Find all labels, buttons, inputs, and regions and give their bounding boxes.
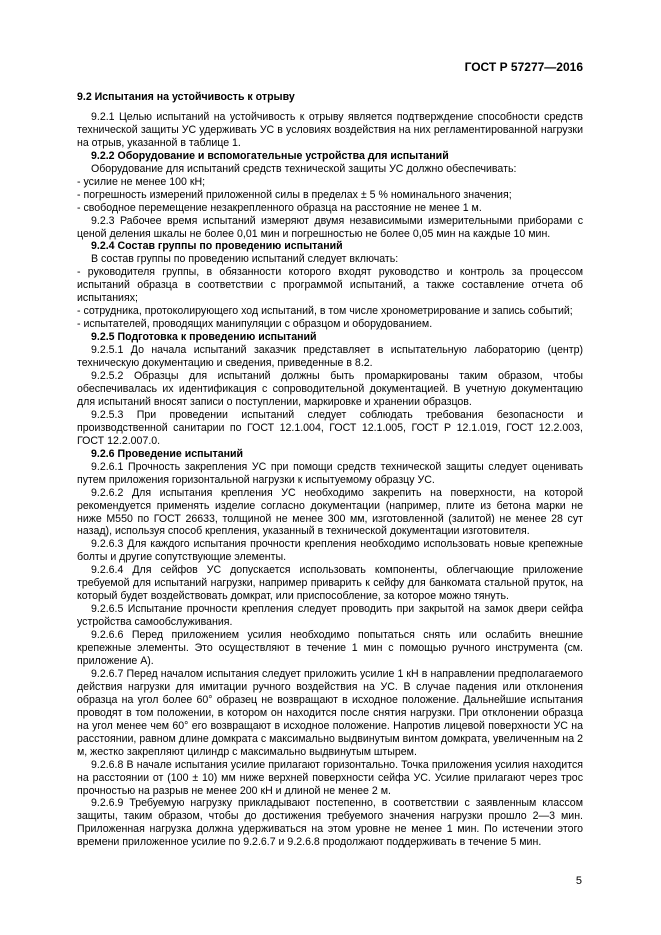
paragraph: Оборудование для испытаний средств технической защиты УС должно обеспечивать: — [91, 162, 517, 175]
subsection-heading: 9.2.4 Состав группы по проведению испытаний — [91, 240, 343, 253]
paragraph: 9.2.1 Целью испытаний на устойчивость к отрыву является подтверждение способности средств технической защиты УС удерживать УС в условиях воздействия на них регламентированной нагрузки на отрыв, указанной в таблице 1. — [77, 110, 583, 149]
paragraph: 9.2.6.6 Перед приложением усилия необходимо попытаться снять или ослабить внешние крепежные элементы. Это осуществляют в течение 1 мин с помощью ручного инструмента (см. приложение А). — [77, 629, 583, 667]
section-heading: 9.2 Испытания на устойчивость к отрыву — [77, 91, 295, 103]
subsection-heading: 9.2.5 Подготовка к проведению испытаний — [91, 331, 317, 344]
paragraph: 9.2.6.4 Для сейфов УС допускается использовать компоненты, облегчающие приложение требуемой для испытаний нагрузки, например приварить к сейфу для банкомата стальной пруток, на который будет воздействовать домкрат, или приспособление, за которое можно тянуть. — [77, 564, 583, 603]
paragraph: 9.2.3 Рабочее время испытаний измеряют двумя независимыми измерительными приборами с ценой деления шкалы не более 0,01 мин и погрешностью не более 0,05 мин на каждые 10 мин. — [77, 214, 583, 240]
paragraph: 9.2.6.7 Перед началом испытания следует приложить усилие 1 кН в направлении предполагаемого действия нагрузки для имитации ручного воздействия на УС. В случае падения или отклонения образца на угол более 60° образец не возвращают в исходное положение. Дальнейшие испытания проводят в том положении, в котором он находится после снятия нагрузки. При отклонении образца на угол менее чем 60° его возвращают в исходное положение. Напротив лицевой поверхности УС на расстоянии, равном длине домкрата с максимально выдвинутым винтом домкрата, увеличенным на 2 м, жестко закрепляют цилиндр с максимально выдвинутым штырем. — [77, 667, 583, 758]
paragraph: 9.2.5.2 Образцы для испытаний должны быть промаркированы таким образом, чтобы обеспечивалась их идентификация с сопроводительной документацией. В учетную документацию для испытаний вносят записи о поступлении, маркировке и хранении образцов. — [77, 370, 583, 408]
list-item: - погрешность измерений приложенной силы в пределах ± 5 % номинального значения; — [77, 188, 512, 201]
document-body — [77, 91, 583, 849]
paragraph: В состав группы по проведению испытаний следует включать: — [91, 253, 399, 266]
paragraph: 9.2.6.3 Для каждого испытания прочности крепления необходимо использовать новые крепежные болты и другие сопутствующие элементы. — [77, 538, 583, 564]
standard-header: ГОСТ Р 57277—2016 — [464, 60, 583, 74]
subsection-heading: 9.2.2 Оборудование и вспомогательные устройства для испытаний — [91, 149, 449, 162]
list-item: - сотрудника, протоколирующего ход испытаний, в том числе хронометрирование и запись событий; — [77, 305, 573, 318]
paragraph: 9.2.6.8 В начале испытания усилие прилагают горизонтально. Точка приложения усилия находится на расстоянии от (100 ± 10) мм ниже верхней поверхности сейфа УС. Усилие прилагают через трос прочностью на разрыв не менее 200 кН и длиной не менее 2 м. — [77, 758, 583, 797]
list-item: - свободное перемещение незакрепленного образца на расстояние не менее 1 м. — [77, 201, 482, 214]
paragraph: 9.2.6.9 Требуемую нагрузку прикладывают постепенно, в соответствии с заявленным классом защиты, таким образом, чтобы до достижения требуемого значения нагрузки прошло 2—3 мин. Приложенная нагрузка должна удерживаться на этом уровне не менее 1 мин. По истечении этого времени приложенное усилие по 9.2.6.7 и 9.2.6.8 продолжают поддерживать в течение 5 мин. — [77, 797, 583, 849]
subsection-heading: 9.2.6 Проведение испытаний — [91, 447, 244, 460]
paragraph: 9.2.5.1 До начала испытаний заказчик представляет в испытательную лабораторию (центр) техническую документацию и сведения, приведенные в 8.2. — [77, 344, 583, 370]
paragraph: 9.2.6.1 Прочность закрепления УС при помощи средств технической защиты следует оценивать путем приложения горизонтальной нагрузки к испытуемому образцу УС. — [77, 460, 583, 486]
list-item: - руководителя группы, в обязанности которого входят руководство и контроль за процессом испытаний образца в соответствии с программой испытаний, а также составление отчета об испытаниях; — [77, 266, 583, 305]
list-item: - испытателей, проводящих манипуляции с образцом и оборудованием. — [77, 318, 433, 331]
list-item: - усилие не менее 100 кН; — [77, 175, 206, 188]
page-number: 5 — [575, 875, 582, 887]
paragraph: 9.2.5.3 При проведении испытаний следует соблюдать требования безопасности и производственной санитарии по ГОСТ 12.1.004, ГОСТ 12.1.005, ГОСТ Р 12.1.019, ГОСТ 12.2.003, ГОСТ 12.2.007.0. — [77, 408, 583, 447]
paragraph: 9.2.6.5 Испытание прочности крепления следует проводить при закрытой на замок двери сейфа устройства самообслуживания. — [77, 603, 583, 629]
paragraph: 9.2.6.2 Для испытания крепления УС необходимо закрепить на поверхности, на которой рекомендуется применять изделие согласно документации (например, плите из бетона марки не ниже М550 по ГОСТ 26633, толщиной не менее 300 мм, изготовленной (залитой) не менее 28 сут назад), используя способ крепления, указанный в технической документации изготовителя. — [77, 486, 583, 538]
